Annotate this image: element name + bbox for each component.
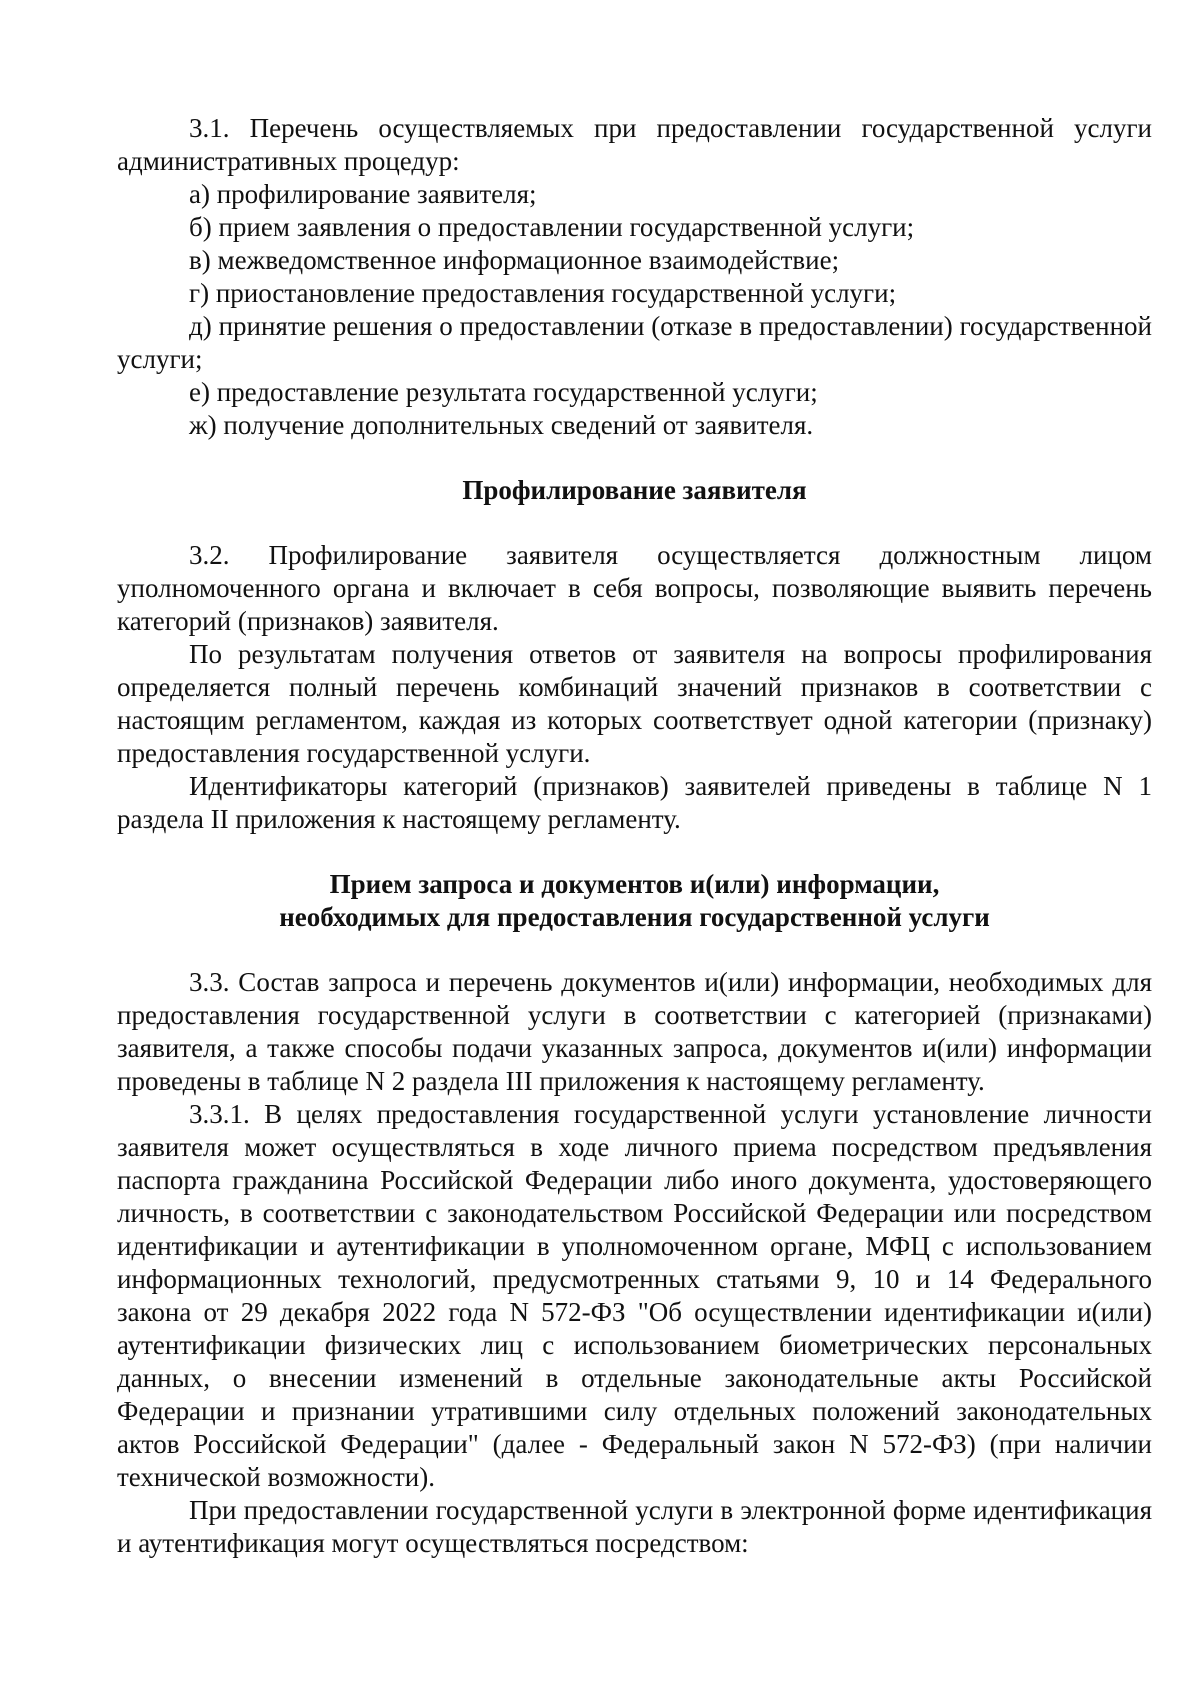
paragraph-electronic-form: При предоставлении государственной услуги в электронной форме идентификация и аутентификация могут осуществляться посредством: [117,1495,1152,1558]
list-item-zh: ж) получение дополнительных сведений от заявителя. [189,410,814,440]
spacer [117,836,1152,868]
paragraph-3-1: 3.1. Перечень осуществляемых при предоставлении государственной услуги административных процедур: [117,113,1152,176]
list-item-g: г) приостановление предоставления государственной услуги; [189,278,897,308]
paragraph-3-2: 3.2. Профилирование заявителя осуществляется должностным лицом уполномоченного органа и включает в себя вопросы, позволяющие выявить перечень категорий (признаков) заявителя. [117,540,1152,636]
heading-profiling: Профилирование заявителя [462,475,807,505]
list-item-d: д) принятие решения о предоставлении (отказе в предоставлении) государственной услуги; [117,311,1152,374]
heading-request-reception [117,868,1152,934]
list-item-e: е) предоставление результата государственной услуги; [189,377,818,407]
list-item-v: в) межведомственное информационное взаимодействие; [189,245,840,275]
heading-line-2: необходимых для предоставления государственной услуги [279,902,990,932]
document-page [117,112,1152,1560]
list-item-a: а) профилирование заявителя; [189,179,537,209]
paragraph-identifiers: Идентификаторы категорий (признаков) заявителей приведены в таблице N 1 раздела II приложения к настоящему регламенту. [117,771,1152,834]
paragraph-3-3-1: 3.3.1. В целях предоставления государственной услуги установление личности заявителя может осуществляться в ходе личного приема посредством предъявления паспорта гражданина Российской Федерации либо иного документа, удостоверяющего личность, в соответствии с законодательством Российской Федерации или посредством идентификации и аутентификации в уполномоченном органе, МФЦ с использованием информационных технологий, предусмотренных статьями 9, 10 и 14 Федерального закона от 29 декабря 2022 года N 572-ФЗ "Об осуществлении идентификации и(или) аутентификации физических лиц с использованием биометрических персональных данных, о внесении изменений в отдельные законодательные акты Российской Федерации и признании утратившими силу отдельных положений законодательных актов Российской Федерации" (далее - Федеральный закон N 572-ФЗ) (при наличии технической возможности). [117,1099,1152,1492]
paragraph-3-3: 3.3. Состав запроса и перечень документов и(или) информации, необходимых для предоставления государственной услуги в соответствии с категорией (признаками) заявителя, а также способы подачи указанных запроса, документов и(или) информации проведены в таблице N 2 раздела III приложения к настоящему регламенту. [117,967,1152,1096]
list-item-b: б) прием заявления о предоставлении государственной услуги; [189,212,915,242]
heading-line-1: Прием запроса и документов и(или) информации, [329,869,940,899]
spacer [117,507,1152,539]
spacer [117,442,1152,474]
paragraph-profiling-results: По результатам получения ответов от заявителя на вопросы профилирования определяется полный перечень комбинаций значений признаков в соответствии с настоящим регламентом, каждая из которых соответствует одной категории (признаку) предоставления государственной услуги. [117,639,1152,768]
spacer [117,934,1152,966]
